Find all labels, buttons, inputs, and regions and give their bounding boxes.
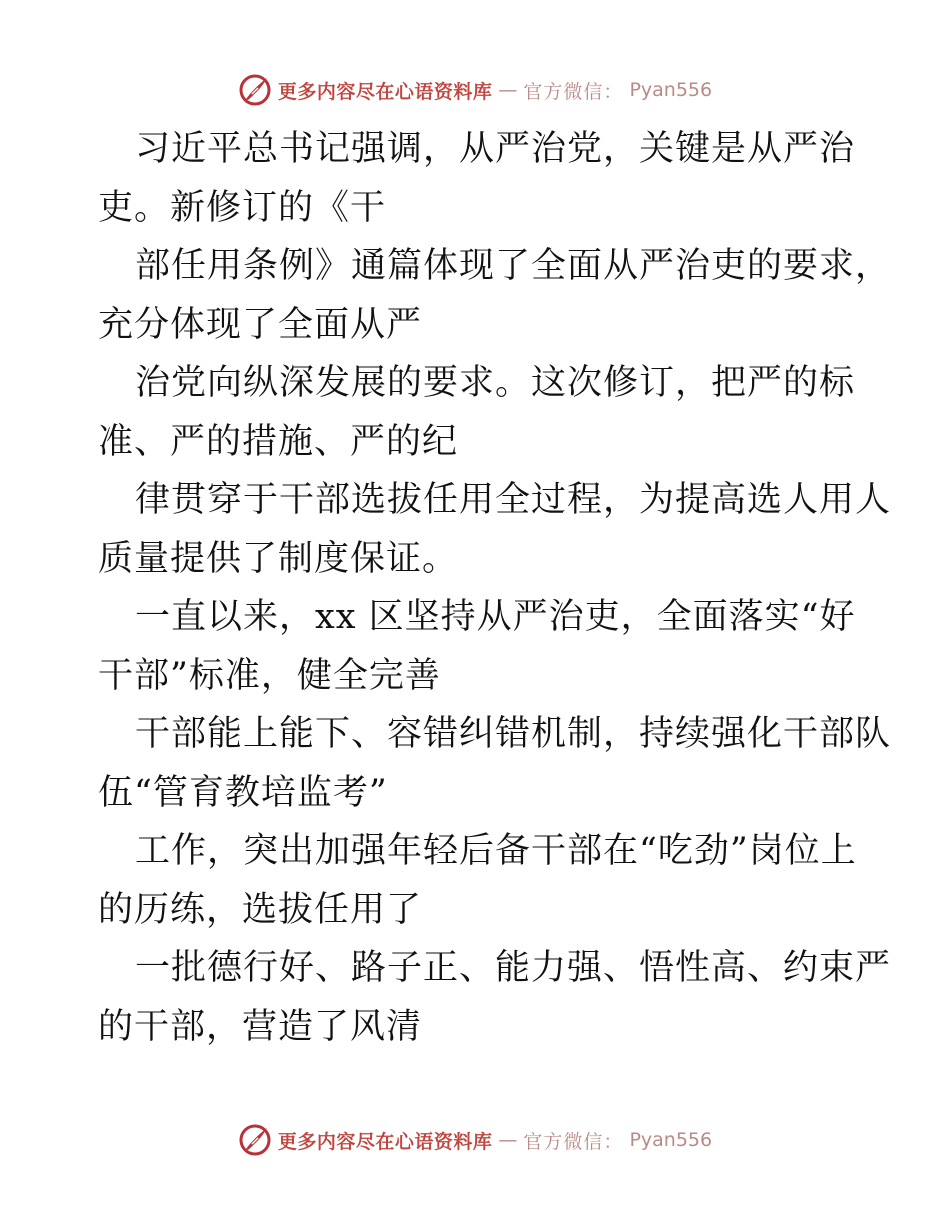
body-text <box>98 120 892 1056</box>
banner-main-text: 更多内容尽在心语资料库 <box>277 1130 493 1153</box>
text-line: 律贯穿于干部选拔任用全过程，为提高选人用人 <box>135 480 892 520</box>
text-line: 伍“管育教培监考” <box>98 772 388 813</box>
text-line: 吏。新修订的《干 <box>98 187 387 228</box>
text-line: 准、严的措施、严的纪 <box>98 421 459 462</box>
text-line: 治党向纵深发展的要求。这次修订，把严的标 <box>135 363 856 403</box>
text-line: 干部”标准，健全完善 <box>98 655 441 696</box>
text-line: 质量提供了制度保证。 <box>98 538 459 579</box>
text-line: 干部能上能下、容错纠错机制，持续强化干部队 <box>135 714 892 754</box>
quill-pen-logo-icon <box>238 1123 272 1157</box>
text-line: 工作，突出加强年轻后备干部在“吃劲”岗位上 <box>135 831 857 871</box>
banner-dash: — <box>498 79 518 101</box>
text-line: 的干部，营造了风清 <box>98 1006 423 1047</box>
text-line: 一批德行好、路子正、能力强、悟性高、约束严 <box>135 948 892 988</box>
banner-dash: — <box>498 1129 518 1151</box>
banner-wechat-label: 官方微信： <box>523 1130 624 1153</box>
banner-wechat-id: Pyan556 <box>629 1129 713 1151</box>
banner-wechat-label: 官方微信： <box>523 80 624 103</box>
banner-wechat-id: Pyan556 <box>629 79 713 101</box>
text-line: 充分体现了全面从严 <box>98 304 423 345</box>
text-line: 部任用条例》通篇体现了全面从严治吏的要求， <box>135 246 892 286</box>
text-line: 一直以来，xx 区坚持从严治吏，全面落实“好 <box>135 597 856 637</box>
footer-banner <box>0 1120 950 1160</box>
banner-main-text: 更多内容尽在心语资料库 <box>277 80 493 103</box>
header-banner <box>0 70 950 110</box>
text-line: 习近平总书记强调，从严治党，关键是从严治 <box>135 129 856 169</box>
quill-pen-logo-icon <box>238 73 272 107</box>
text-line: 的历练，选拔任用了 <box>98 889 423 930</box>
